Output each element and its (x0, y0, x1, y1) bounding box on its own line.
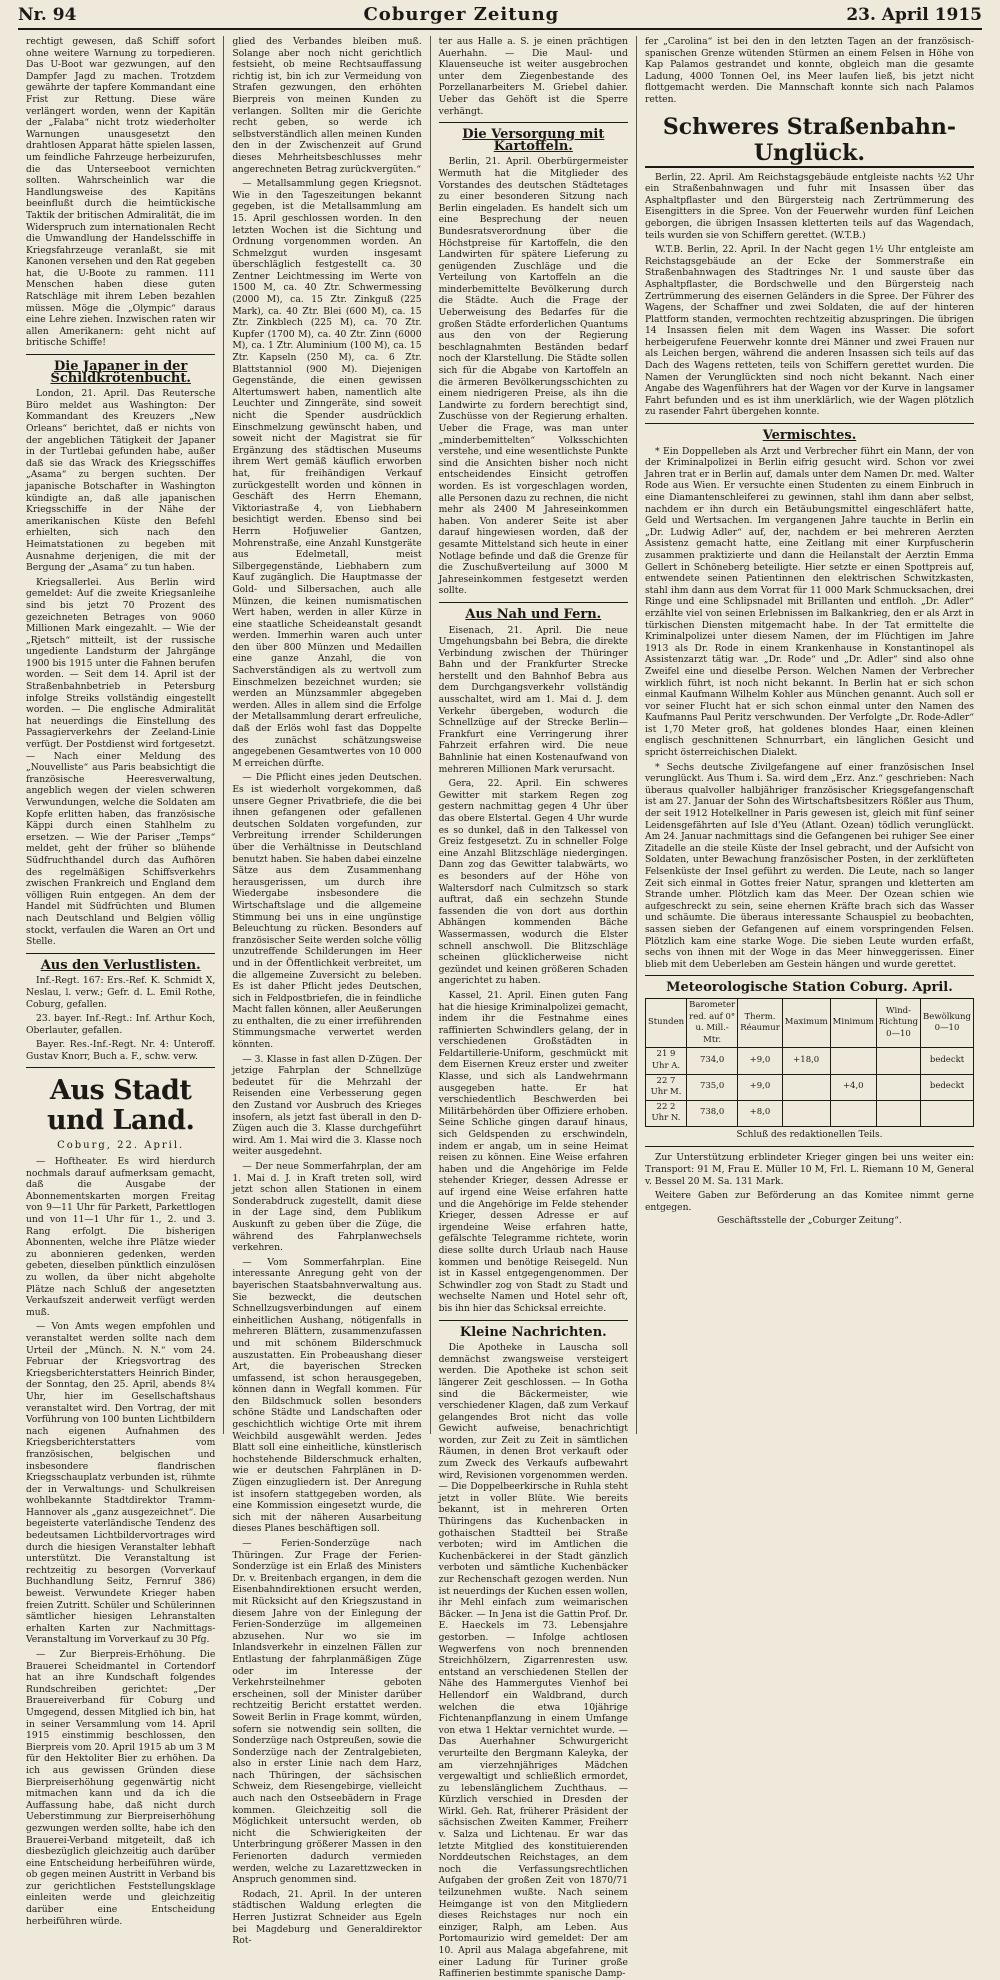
article-text: — Zur Bierpreis-Erhöhung. Die Brauerei Scheidmantel in Cortendorf hat an ihre Kundschaft folgendes Rundschreiben gerichtet: „Der Brauereiverband für Coburg und Umgegend, dessen Mitglied ich bin, hat in seiner Versammlung vom 14. April 1915 einstimmig beschlossen, den Bierpreis vom 20. April 1915 ab um 3 M für den Hektoliter Bier zu erhöhen. Da ich aus gewissen Gründen diese Bierpreiserhöhung gegenwärtig nicht mitmachen kann und da ich die Auffassung habe, daß nicht durch Ueberstimmung zur Bierpreiserhöhung gezwungen werden sollte, habe ich den Brauerei-Verband mitgeteilt, daß ich diesbezüglich gleichzeitig auch darüber eine Entscheidung herbeiführen würde, ob gegen meinen Austritt in Verband bis zur gerichtlichen Feststellungsklage einleiten werde und gleichzeitig darüber eine Entscheidung herbeiführen würde. (26, 1649, 216, 1927)
weather-cell: +8,0 (738, 1100, 783, 1126)
article-text: ter aus Halle a. S. je einen prächtigen Auerhahn. — Die Maul- und Klauenseuche ist weiter ausgebrochen unter dem Ziegenbestande des Porzellanarbeiters M. Griebel dahier. Ueber das Gehöft ist die Sperre verhängt. (438, 36, 628, 117)
article-text: Kriegsallerlei. Aus Berlin wird gemeldet: Auf die zweite Kriegsanleihe sind bis jetzt 70 Prozent des gezeichneten Betrages von 9060 Millionen Mark eingezahlt. — Wie der „Rjetsch“ mitteilt, ist der russische ungediente Landsturm der Jahrgänge 1900 bis 1915 unter die Fahnen berufen worden. — Seit dem 14. April ist der Straßenbahnbetrieb in Petersburg infolge Streiks vollständig eingestellt worden. — Die englische Admiralität hat neuerdings die Einstellung des Passagierverkehrs der Zeeland-Linie verfügt. Der Postdienst wird fortgesetzt. — Nach einer Meldung des „Nouvelliste“ aus Paris beabsichtigt die französische Heeresverwaltung, angeblich wegen der vielen schweren Verwundungen, welche die Soldaten am Kopfe erlitten haben, das französische Käppi durch einen Stahlhelm zu ersetzen. — Wie der Pariser „Temps“ meldet, geht der früher so blühende Südfruchthandel durch das Aufhören des regelmäßigen Schiffsverkehrs zwischen Frankreich und England dem völligen Ruin entgegen. An dem der Handel mit Südfrüchten und Blumen nach Deutschland und Belgien völlig stockt, verfaulen die Waren an Ort und Stelle. (26, 576, 216, 948)
column-3 (431, 36, 637, 1980)
article-text: Rodach, 21. April. In der unteren städtischen Waldung erlegten die Herren Justizrat Schneider aus Egeln bei Magdeburg und Generaldirektor Rot- (232, 1888, 422, 1947)
weather-cell: bedeckt (921, 1074, 974, 1100)
divider (26, 1067, 215, 1068)
weather-cell (876, 1048, 920, 1074)
headline-meteorologische-station: Meteorologische Station Coburg. April. (666, 980, 953, 996)
weather-cell: +18,0 (782, 1048, 830, 1074)
article-text: London, 21. April. Das Reutersche Büro meldet aus Washington: Der Kommandant des Kreuzers „New Orleans“ berichtet, daß er nichts von der angeblichen Tätigkeit der Japaner in der Turtlebai gefunden habe, außer daß sie das Wrack des Kriegsschiffes „Asama“ zu bergen suchten. Der japanische Botschafter in Washington kündigte an, daß alle japanischen Kriegsschiffe in der Nähe der amerikanischen Küste den Befehl erhielten, sich nach den Heimatstationen zu begeben mit Ausnahme derjenigen, die mit der Bergung der „Asama“ zu tun haben. (26, 388, 216, 574)
article-text: Kassel, 21. April. Einen guten Fang hat die hiesige Kriminalpolizei gemacht, indem ihr die Festnahme eines raffinierten Schwindlers gelang, der in verschiedenen Großstädten in Feldartillerie-Uniform, geschmückt mit dem Eisernen Kreuz erster und zweiter Klasse, und sich als Landwehrmann ausgegeben hatte. Er hat verschiedentlich Beschwerden bei Militärbehörden über Offiziere erhoben. Seine Schliche gingen darauf hinaus, sich Geldspenden zu erschwindeln, indem er angab, um in seine Heimat reisen zu können. Eine Weise erfahren haben und die Angehörige im Felde stehender Krieger, dessen Adresse er auf irgend eine Weise erfahren hatte und die Angehörige im Felde stehender Krieger, dessen Adresse er auf irgendeine Weise erfahren hatte, gefälschte Telegramme richtete, worin diese sollte durch Urlaub nach Hause kommen und benötige Reisegeld. Nun ist in Kassel entgegengenommen. Der Schwindler zog von Stadt zu Stadt und wechselte Namen und Hotel sehr oft, bis ihn hier das Schicksal erreichte. (438, 989, 628, 1314)
article-text: — Ferien-Sonderzüge nach Thüringen. Zur Frage der Ferien-Sonderzüge ist ein Erlaß des Ministers Dr. v. Breitenbach ergangen, in dem die Eisenbahndirektionen ersucht werden, mit Rücksicht auf den Kriegszustand in diesem Jahre von der Einlegung der Ferien-Sonderzüge im allgemeinen abzusehen. Nur wo sie im Inlandsverkehr in einzelnen Fällen zur Entlastung der fahrplanmäßigen Züge oder im Interesse der Verkehrsteilnehmer geboten erscheinen, soll der Minister darüber rechtzeitig Bericht erstattet werden. Soweit Berlin in Frage kommt, würden, sofern sie notwendig sein sollten, die Sonderzüge nach Ostpreußen, sowie die Sonderzüge nach der Zentralgebieten, also in erster Linie nach dem Harz, nach Thüringen, der sächsischen Schweiz, dem Riesengebirge, vielleicht auch nach den Ostseebädern in Frage kommen. Gleichzeitig soll die Möglichkeit untersucht werden, ob nicht die Schwierigkeiten der Unterbringung größerer Massen in den Ferienorten dadurch vermieden werden, welche zu Lazarettzwecken in Anspruch genommen sind. (232, 1538, 422, 1886)
table-row (645, 1074, 973, 1100)
masthead (18, 4, 982, 30)
weather-cell (830, 1048, 876, 1074)
divider (439, 122, 628, 123)
dateline: Coburg, 22. April. (57, 1140, 185, 1152)
headline-nah-und-fern: Aus Nah und Fern. (465, 606, 602, 622)
headline-kartoffeln: Die Versorgung mit Kartoffeln. (462, 127, 605, 154)
headline-japaner: Die Japaner in der Schildkrötenbucht. (50, 359, 191, 386)
article-text: * Sechs deutsche Zivilgefangene auf einer französischen Insel verunglückt. Aus Thum i. Sa. wird dem „Erz. Anz.“ geschrieben: Nach überaus qualvoller halbjähriger französischer Kriegsgefangenschaft ist am 27. Januar der Sohn des Wirtschaftsbesitzers Rößler aus Thum, der seit 1912 Hotelkellner in Paris gewesen ist, gleich mit fünf seiner Leidensgefährten auf Isle d'Yeu (Atlant. Ozean) tödlich verunglückt. Am 24. Januar nachmittags sind die Gefangenen bei ruhiger See einer Zitadelle an die steile Küste der Insel gebracht, und der Aufsicht von Soldaten, unter Bewachung französischer Posten, in der zerklüfteten Felsenküste der Insel geführt zu werden. Die Leute, nach so langer Zeit sich einmal in Gottes freier Natur, sprangen und kletterten am Strande umher. Plötzlich kam das Meer. Der Ozean schien wie aufgeschreckt zu sein, seine ehernen Kräfte brach sich das Wasser und schäumte. Die überaus interessante Schauspiel zu beobachten, sassen sieben der Gefangenen auf einem vorspringenden Felsen. Plötzlich kam eine starke Woge. Die sieben Leute wurden erfaßt, sechs von ihnen mit der Woge in das Meer hinweggerissen. Einer blieb mit dem Ueberleben am Gestein hängen und wurde gerettet. (644, 761, 974, 970)
article-text: Berlin, 21. April. Oberbürgermeister Wermuth hat die Mitglieder des Vorstandes des deutschen Städtetages zu einer besonderen Sitzung nach Berlin eingeladen. Es handelt sich um eine Besprechung der neuen Bundesratsverordnung über die Höchstpreise für Kartoffeln, die den Landwirten für spätere Lieferung zu genügenden Zuschläge und die Verteilung von Kartoffeln an die minderbemittelte Bevölkerung durch die Städte. Auch die Frage der Ueberweisung des Bedarfes für die großen Städte erforderlichen Quantums aus den von der Regierung beschlagnahmten Beständen bedarf noch der Klarstellung. Die Städte sollen sich für die Abgabe von Kartoffeln an die ärmeren Bevölkerungsschichten zu einem niedrigeren Preise, als ihn die Landwirte zu fordern berechtigt sind, Zuschüsse von der Regierung erhalten. Ueber die Frage, was man unter „minderbemittelten“ Volksschichten verstehe, und eine wesentlichste Punkte sind die Ansichten bisher noch nicht entscheidendes Einsicht getroffen worden. Es ist vorgeschlagen worden, alle Personen dazu zu rechnen, die nicht mehr als 2400 M Jahreseinkommen haben. Von anderer Seite ist aber darauf hingewiesen worden, daß der gesamte Mittelstand sich heute in einer Notlage befinde und daß die Grenze für die Zuschußverteilung auf 3000 M Jahreseinkommen festgesetzt werden sollte. (438, 156, 628, 597)
headline-stadt-und-land: Aus Stadt und Land. (46, 1075, 195, 1137)
column-4 (637, 36, 982, 1434)
weather-cell (876, 1100, 920, 1126)
article-text: — 3. Klasse in fast allen D-Zügen. Der jetzige Fahrplan der Schnellzüge bedeutet für die Mehrzahl der Reisenden eine Verbesserung gegen den Zustand vor Ausbruch des Krieges insofern, als jetzt fast überall in den D-Zügen auch die 3. Klasse durchgeführt wird. Am 1. Mai wird die 3. Klasse noch weiter ausgedehnt. (232, 1053, 422, 1158)
weather-col-header: Wind-Richtung 0—10 (876, 998, 920, 1047)
weather-cell: 22 2 Uhr N. (645, 1100, 686, 1126)
weather-cell (876, 1074, 920, 1100)
article-text: Inf.-Regt. 167: Ers.-Ref. K. Schmidt X, Neslau, l. verw.; Gefr. d. L. Emil Rothe, Coburg, gefallen. (26, 975, 216, 1010)
article-text: rechtigt gewesen, daß Schiff sofort ohne weitere Warnung zu torpedieren. Das U-Boot war gezwungen, auf den Dampfer Jagd zu machen. Trotzdem gewährte der tapfere Kommandant eine Frist zur Rettung. Diese wäre verlängert worden, wenn der Kapitän der „Falaba“ nicht trotz wiederholter Warnungen unausgesetzt den drahtlosen Apparat hätte spielen lassen, um feindliche Fahrzeuge herbeizurufen, die das Unterseeboot vernichten sollten. Wahrscheinlich war die Handlungsweise des Kapitäns beeinflußt durch die heimtückische Taktik der britischen Admiralität, die im Widerspruch zum internationalen Recht die Umwandlung der Handelsschiffe in Kriegsfahrzeuge veranlaßt, sie mit Kanonen versehen und den Rat gegeben hat, die U-Boote zu rammen. 111 Menschen haben diese guten Ratschläge mit ihrem Leben bezahlen müssen. Möge die „Olympic“ daraus eine Lehre ziehen. Inzwischen raten wir allen Amerikanern: geht nicht auf britische Schiffe! (26, 36, 216, 349)
article-text: Berlin, 22. April. Am Reichstagsgebäude entgleiste nachts ½2 Uhr ein Straßenbahnwagen und fuhr mit Insassen über das Asphaltpflaster und den Bürgersteig nach Zertrümmerung des Eisengitters in die Spree. Von der Feuerwehr wurden fünf Leichen geborgen, die übrigen Insassen kletterten teils auf das Wagendach, teils wurden sie von Schiffern gerettet. (W.T.B.) (644, 171, 974, 241)
issue-number: Nr. 94 (18, 5, 77, 25)
weather-cell: 21 9 Uhr A. (645, 1048, 686, 1074)
article-text: — Die Pflicht eines jeden Deutschen. Es ist wiederholt vorgekommen, daß unsere Gegner Privatbriefe, die die bei ihnen gefangenen oder gefallenen deutschen Soldaten vorgefunden, zur Verbreitung irrender Schilderungen über die Verhältnisse in Deutschland benutzt haben. Sie haben dabei einzelne Sätze aus dem Zusammenhang herausgerissen, um durch ihre Wiedergabe insbesondere die Wirtschaftslage und die allgemeine Stimmung bei uns in eine ungünstige Beleuchtung zu rücken. Besonders auf französischer Seite werden solche völlig unzutreffende Schilderungen im Heer und in der Öffentlichkeit verbreitet, um die allgemeine Zuversicht zu beleben. Es ist daher Pflicht jedes Deutschen, sich in Feldpostbriefen, die in feindliche Macht fallen können, aller Aeußerungen zu enthalten, die zu einer irreführenden Stimmungsmache verwertet werden könnten. (232, 772, 422, 1051)
divider (26, 953, 215, 954)
weather-cell: +4,0 (830, 1074, 876, 1100)
article-text: Bayer. Res.-Inf.-Regt. Nr. 4: Unteroff. Gustav Knorr, Buch a. F., schw. verw. (26, 1039, 216, 1062)
article-text: glied des Verbandes bleiben muß. Solange aber noch nicht gerichtlich festsieht, ob meine Rechtsauffassung richtig ist, bin ich zur Vermeidung von Strafen gezwungen, den erhöhten Bierpreis von meinen Kunden zu verlangen. Sollten mir die Gerichte recht geben, so werde ich selbstverständlich allen meinen Kunden den in der Zwischenzeit auf Grund dieses Mehrheitsbeschlusses mehr angerechneten Betrag zurückvergüten.“ (232, 36, 422, 175)
article-text: 23. bayer. Inf.-Regt.: Inf. Arthur Koch, Oberlauter, gefallen. (26, 1013, 216, 1036)
divider (645, 423, 974, 424)
article-text: W.T.B. Berlin, 22. April. In der Nacht gegen 1½ Uhr entgleiste am Reichstagsgebäude an der Ecke der Sommerstraße ein Straßenbahnwagen des Stadtringes Nr. 1 und sauste über das Asphaltpflaster, die Bordschwelle und den Bürgersteig nach Zertrümmerung des eisernen Geländers in die Spree. Der Führer des Wagens, der Schaffner und zwei Soldaten, die auf der hinteren Plattform standen, vermochten rechtzeitig abzuspringen. Die übrigen 14 Insassen fielen mit dem Wagen ins Wasser. Die sofort herbeigerufene Feuerwehr konnte drei Männer und zwei Frauen nur als Leichen bergen, während die anderen Insassen sich teils auf das Dach des Wagens retteten, teils von Schiffern gerettet wurden. Die Namen der Verunglückten sind noch nicht bekannt. Nach einer Angabe des Wagenführers hat der Wagen vor der Kurve in langsamer Fahrt befunden und es ist ihm unerklärlich, wie der Wagen plötzlich zu rasender Fahrt übergehen konnte. (644, 244, 974, 418)
weather-col-header: Maximum (782, 998, 830, 1047)
weather-cell: 734,0 (687, 1048, 738, 1074)
weather-col-header: Bewölkung 0—10 (921, 998, 974, 1047)
weather-cell: bedeckt (921, 1048, 974, 1074)
weather-col-header: Stunden (645, 998, 686, 1047)
article-text: Zur Unterstützung erblindeter Krieger gingen bei uns weiter ein: Transport: 91 M, Frau E. Müller 10 M, Frl. L. Riemann 10 M, General v. Bessel 20 M. Sa. 131 Mark. (644, 1152, 974, 1187)
article-text: Weitere Gaben zur Beförderung an das Komitee nimmt gerne entgegen. (644, 1190, 974, 1213)
article-text: — Von Amts wegen empfohlen und veranstaltet werden sollte nach dem Urteil der „Münch. N. N.“ vom 24. Februar der Kriegsvortrag des Kriegsberichterstatters Heinrich Binder, der Sonntag, den 25. April, abends 8¼ Uhr, hier im Gesellschaftshaus veranstaltet wird. Den Vortrag, der mit Vorführung von 100 bunten Lichtbildern nach eigenen Aufnahmen des Kriegsberichterstatters vom französischen, belgischen und insbesondere flandrischen Kriegsschauplatz verbunden ist, rühmte der in Verwaltungs- und Schulkreisen wohlbekannte Stadtdirektor Tramm-Hannover als „ganz ausgezeichnet“. Die begeisterte vaterländische Tendenz des bedeutsamen Lichtbildervortrages wird durch die hiesigen Veranstalter lebhaft unterstützt. Die Veranstaltung ist rechtzeitig zu besorgen (Vorverkauf Buchhandlung Seitz, Fernruf 386) beweist. Verwundete Krieger haben freien Zutritt. Schüler und Schülerinnen sämtlicher hiesigen Lehranstalten erhalten Karten zur Nachmittags-Veranstaltung im Vorverkauf zu 30 Pfg. (26, 1321, 216, 1646)
divider (26, 354, 215, 355)
article-text: — Vom Sommerfahrplan. Eine interessante Anregung geht von der bayerischen Staatsbahnverwaltung aus. Sie bezweckt, die deutschen Schnellzugsverbindungen auf einem einheitlichen Aushang, nötigenfalls in mehreren Blättern, zusammenzufassen und mit schönem Bilderschmuck auszustatten. Ein Probeaushang dieser Art, die bayerischen Strecken umfassend, ist schon herausgegeben, können dann in Wegfall kommen. Für den Bildschmuck sollen besonders schöne Städte und Landschaften oder geschichtlich wichtige Orte mit ihrem Weichbild ausgewählt werden. Jedes Blatt soll eine einheitliche, künstlerisch hochstehende Bilderschmuck erhalten, wie er deutschen Fahrplänen in D-Zügen einzugliedern ist. Der Anregung ist insofern stattgegeben worden, als eine Kommission eingesetzt wurde, die sich mit der näheren Ausarbeitung dieses Planes beschäftigen soll. (232, 1256, 422, 1535)
columns (18, 36, 982, 1980)
weather-cell: +9,0 (738, 1074, 783, 1100)
article-text: — Hoftheater. Es wird hierdurch nochmals darauf aufmerksam gemacht, daß die Ausgabe der Abonnementskarten morgen Freitag von 9—11 Uhr für Parkett, Parkettlogen und von 11—1 Uhr für 1., 2. und 3. Rang erfolgt. Die bisherigen Abonnenten, welche ihre Plätze wieder zu abonnieren gedenken, werden gebeten, dieselben pünktlich einzulösen zu wollen, da über nicht abgeholte Plätze nach Schluß der angesetzten Verkaufszeit anderweit verfügt werden muß. (26, 1156, 216, 1318)
article-text: — Der neue Sommerfahrplan, der am 1. Mai d. J. in Kraft treten soll, wird jetzt schon allen Stationen in einem Sonderabdruck zugestellt, damit diese in der Lage sind, dem Publikum Auskunft zu geben über die Züge, die während des Fahrplanwechsels verkehren. (232, 1161, 422, 1254)
column-2 (224, 36, 430, 1947)
newspaper-title: Coburger Zeitung (363, 4, 560, 25)
weather-cell: 22 7 Uhr M. (645, 1074, 686, 1100)
weather-col-header: Minimum (830, 998, 876, 1047)
weather-table-header-row (645, 998, 973, 1047)
article-text: Eisenach, 21. April. Die neue Umgehungsbahn bei Bebra, die direkte Verbindung zwischen der Thüringer Bahn und der Frankfurter Strecke herstellt und den Bahnhof Bebra aus dem Durchgangsverkehr vollständig ausschaltet, wird am 1. Mai d. J. dem Verkehr übergeben, wodurch die Schnellzüge auf der Strecke Berlin—Frankfurt eine Verringerung ihrer Fahrzeit erfahren wird. Die neue Bahnlinie hat einen Kostenaufwand von mehreren Millionen Mark verursacht. (438, 624, 628, 775)
article-text: * Ein Doppelleben als Arzt und Verbrecher führt ein Mann, der von der Kriminalpolizei in Berlin eifrig gesucht wird. Schon vor zwei Jahren trat er in Berlin auf, damals unter dem Namen Dr. med. Walter Rode aus Wien. Er versuchte einen Studenten zu einem Einbruch in eine Diamantenschleiferei zu gewinnen, stahl ihm dann aber selbst, nachdem er ihn durch ein Betäubungsmittel eingeschläfert hatte, Geld und Wertsachen. Im vergangenen Jahre tauchte in Berlin ein „Dr. Ludwig Adler“ auf, der, nachdem er bei mehreren Aerzten Assistenz gemacht hatte, eine Zeitlang mit einer Kurpfuscherin zusammen praktizierte und dann die Heilanstalt der Aerztin Emma Gellert in Schöneberg beteiligte. Hier setzte er einen Spottpreis auf, entwendete seinen Patientinnen den elektrischen Schwitzkasten, stahl ihm dann aus dem Vorrat für 11 000 Mark Schmucksachen, drei Ringe und eine Schlipsnadel mit Brillanten und entfloh. „Dr. Adler“ erzählte viel von seinen Erlebnissen im Balkankrieg, den er als Arzt in türkischen Diensten mitgemacht habe. In der Tat ermittelte die Kriminalpolizei unter diesem Namen, der im Flüchtigen im Jahre 1913 als Dr. Rode in einem Krankenhause in Konstantinopel als Assistenzarzt tätig war. „Dr. Rode“ und „Dr. Adler“ sind also ohne Zweifel eine und dieselbe Person. Welchen Namen der Verbrecher wirklich führt, ist noch nicht bekannt. In Berlin hat er sich schon einmal Kaufmann Wilhelm Kohler aus München genannt. Auch soll er vor seiner Flucht hat er sich schon einmal unter den Namen des Kaufmanns Paul Peritz verschwunden. Der Verfolgte „Dr. Rode-Adler“ ist 1,70 Meter groß, hat goldenes blondes Haar, einen kleinen englisch geschnittenen Schnurrbart, ein länglichen Gesicht und spricht österreichischen Dialekt. (644, 445, 974, 759)
divider (645, 975, 974, 976)
headline-kleine-nachrichten: Kleine Nachrichten. (459, 1324, 607, 1340)
divider (645, 1146, 974, 1147)
column-1 (18, 36, 224, 1927)
article-text: Gera, 22. April. Ein schweres Gewitter mit starkem Regen zog gestern nachmittag gegen 4 Uhr über das obere Elstertal. Gegen 4 Uhr wurde es so dunkel, daß in den Talkessel von Greiz festgesetzt. Zu in schneller Folge eine Anzahl Blitzschläge niedergingen. Dann zog das Gewitter talabwärts, wo es besonders auf der Höhe von Waltersdorf nach Culmitzsch so stark auftrat, daß ein sechzehn Stunde fassenden die von dort aus dorthin Abhängen kommenden Bäche Wassermassen, wodurch die Elster schnell anschwoll. Die Blitzschläge scheinen glücklicherweise nicht gezündet und keinen größeren Schaden angerichtet zu haben. (438, 778, 628, 987)
table-row (645, 1048, 973, 1074)
article-text: Die Apotheke in Lauscha soll demnächst zwangsweise versteigert werden. Die Apotheke ist schon seit längerer Zeit geschlossen. — In Gotha sind die Bäckermeister, wie verschiedener Klagen, daß zum Verkauf gelangendes Brot nicht das volle Gewicht aufweise, benachrichtigt worden, zur Zeit zu Zeit in sämtlichen Räumen, in denen Brot verkauft oder zum Zweck des Verkaufs aufbewahrt wird, Revisionen vorgenommen werden. — Die Doppelbeerkirsche in Ruhla steht jetzt in voller Blüte. Wie bereits bekannt, ist in mehreren Orten Thüringens das Kuchenbacken in gothaischen Stadtteil bei Straße verboten; wird im Amtlichen die Kuchenbäckerei in der Stadt gänzlich verboten und sämtliche Kuchenbäcker zur Rechenschaft gezogen werden. Nun ist neuerdings der Kuchen essen wollen, ihr Mehl einfach zum weimarischen Bäcker. — In Jena ist die Gattin Prof. Dr. E. Haeckels im 73. Lebensjahre gestorben. — Infolge achtlosen Wegwerfens von noch brennenden Streichhölzern, Zigarrenresten usw. entstand an verschiedenen Stellen der Nähe des Hammergutes Vienhof bei Hellendorf ein Waldbrand, durch welchen die etwa 10jährige Fichtenanpflanzung in einem Umfange von etwa 1 Hektar vernichtet wurde. — Das Auerhahner Schwurgericht verurteilte den Bergmann Kaleyka, der am vierzehnjähriges Mädchen vergewaltigt und schließlich ermordet, zu lebenslänglichem Zuchthaus. — Kürzlich verschied in Dresden der Wirkl. Geh. Rat, früherer Präsident der sächsischen Zweiten Kammer, Freiherr v. Salza und Lichtenau. Er war das letzte Mitglied des konstituierenden Norddeutschen Reichstages, an dem noch die Verfassungsrechtlichen Aufgaben der großen Zeit von 1870/71 teilzunehmen wußte. Nach seinem Heimgange ist von den Mitgliedern dieses Reichstages nur noch ein einziger, Ralph, am Leben. Aus Portomaurizio wird gemeldet: Der am 10. April aus Malaga abgefahrene, mit einer Ladung für Turiner große Raffinerien bestimmte spanische Damp- (438, 1342, 628, 1980)
end-of-editorial: Schluß des redaktionellen Teils. (736, 1129, 883, 1140)
headline-strassenbahn-unglueck: Schweres Straßenbahn-Unglück. (645, 114, 974, 168)
headline-vermischtes: Vermischtes. (762, 428, 857, 444)
article-text: fer „Carolina“ ist bei den in den letzten Tagen an der französisch-spanischen Grenze wütenden Stürmen an einem Felsen in Höhe von Kap Palamos gestrandet und konnte, obgleich man die gesamte Ladung, 4000 Tonnen Oel, ins Meer laufen ließ, bis jetzt nicht flottgemacht werden. Die Mannschaft konnte sich nach Palamos retten. (644, 36, 974, 105)
weather-col-header: Therm. Réaumur (738, 998, 783, 1047)
issue-date: 23. April 1915 (846, 5, 982, 25)
weather-cell: 738,0 (687, 1100, 738, 1126)
weather-cell (782, 1074, 830, 1100)
weather-table (645, 998, 974, 1127)
weather-cell (782, 1100, 830, 1126)
headline-verlustlisten: Aus den Verlustlisten. (40, 957, 201, 973)
weather-cell: +9,0 (738, 1048, 783, 1074)
weather-cell (921, 1100, 974, 1126)
divider (439, 602, 628, 603)
table-row (645, 1100, 973, 1126)
article-text: — Metallsammlung gegen Kriegsnot. Wie in den Tageszeitungen bekannt gegeben, ist die Metallsammlung am 15. April geschlossen worden. In den letzten Wochen ist die Sichtung und Ordnung vorgenommen worden. An Schmelzgut wurden insgesamt überschläglich festgestellt ca. 30 Zentner Leichtmessing im Werte von 1500 M, ca. 40 Ztr. Schwermessing (2000 M), ca. 15 Ztr. Zinkguß (225 Mark), ca. 40 Ztr. Blei (600 M), ca. 15 Ztr. Zinkblech (225 M), ca. 70 Ztr. Kupfer (1700 M), ca. 40 Ztr. Zinn (6000 M), ca. 1 Ztr. Aluminium (100 M), ca. 15 Ztr. Kapseln (250 M), ca. 6 Ztr. Blattstanniol (900 M). Diejenigen Gegenstände, die einen gewissen Altertumswert haben, namentlich alte Leuchter und Zinngeräte, sind soweit nicht die Spender ausdrücklich Einschmelzung gewünscht haben, und soweit nicht der Magistrat sie für Ergänzung des städtischen Museums ihrem Wert gemäß käuflich erworben hat, für freihändigen Verkauf zurückgestellt worden und können in Geschäft des Herrn Ehemann, Viktoriastraße 4, von Liebhabern besichtigt werden. Ebenso sind bei Herrn Hofjuwelier Gantzen, Mohrenstraße, eine Anzahl Kunstgeräte aus Edelmetall, meist Silbergegenstände, Liebhabern zum Kauf zugänglich. Die Hauptmasse der Gold- und Silbersachen, auch alle Münzen, die keinen numismatischen Wert haben, werden in aller Kürze in eine staatliche Scheideanstalt gesandt werden. Immerhin waren auch unter den über 800 Münzen und Medaillen eine ganze Anzahl, die von Sachverständigen als zu wertvoll zum Einschmelzen bezeichnet wurden; sie werden an Münzsammler abgegeben werden. Alles in allem sind die Erfolge der Metallsammlung derart erfreuliche, daß der Erlös wohl fast das Doppelte des zunächst schätzungsweise angegebenen Gesamtwertes von 10 000 M erreichen dürfte. (232, 178, 422, 769)
divider (439, 1320, 628, 1321)
office-signature: Geschäftsstelle der „Coburger Zeitung“. (717, 1216, 902, 1227)
weather-cell (830, 1100, 876, 1126)
weather-cell: 735,0 (687, 1074, 738, 1100)
weather-col-header: Barometer red. auf 0° u. Mill.-Mtr. (687, 998, 738, 1047)
